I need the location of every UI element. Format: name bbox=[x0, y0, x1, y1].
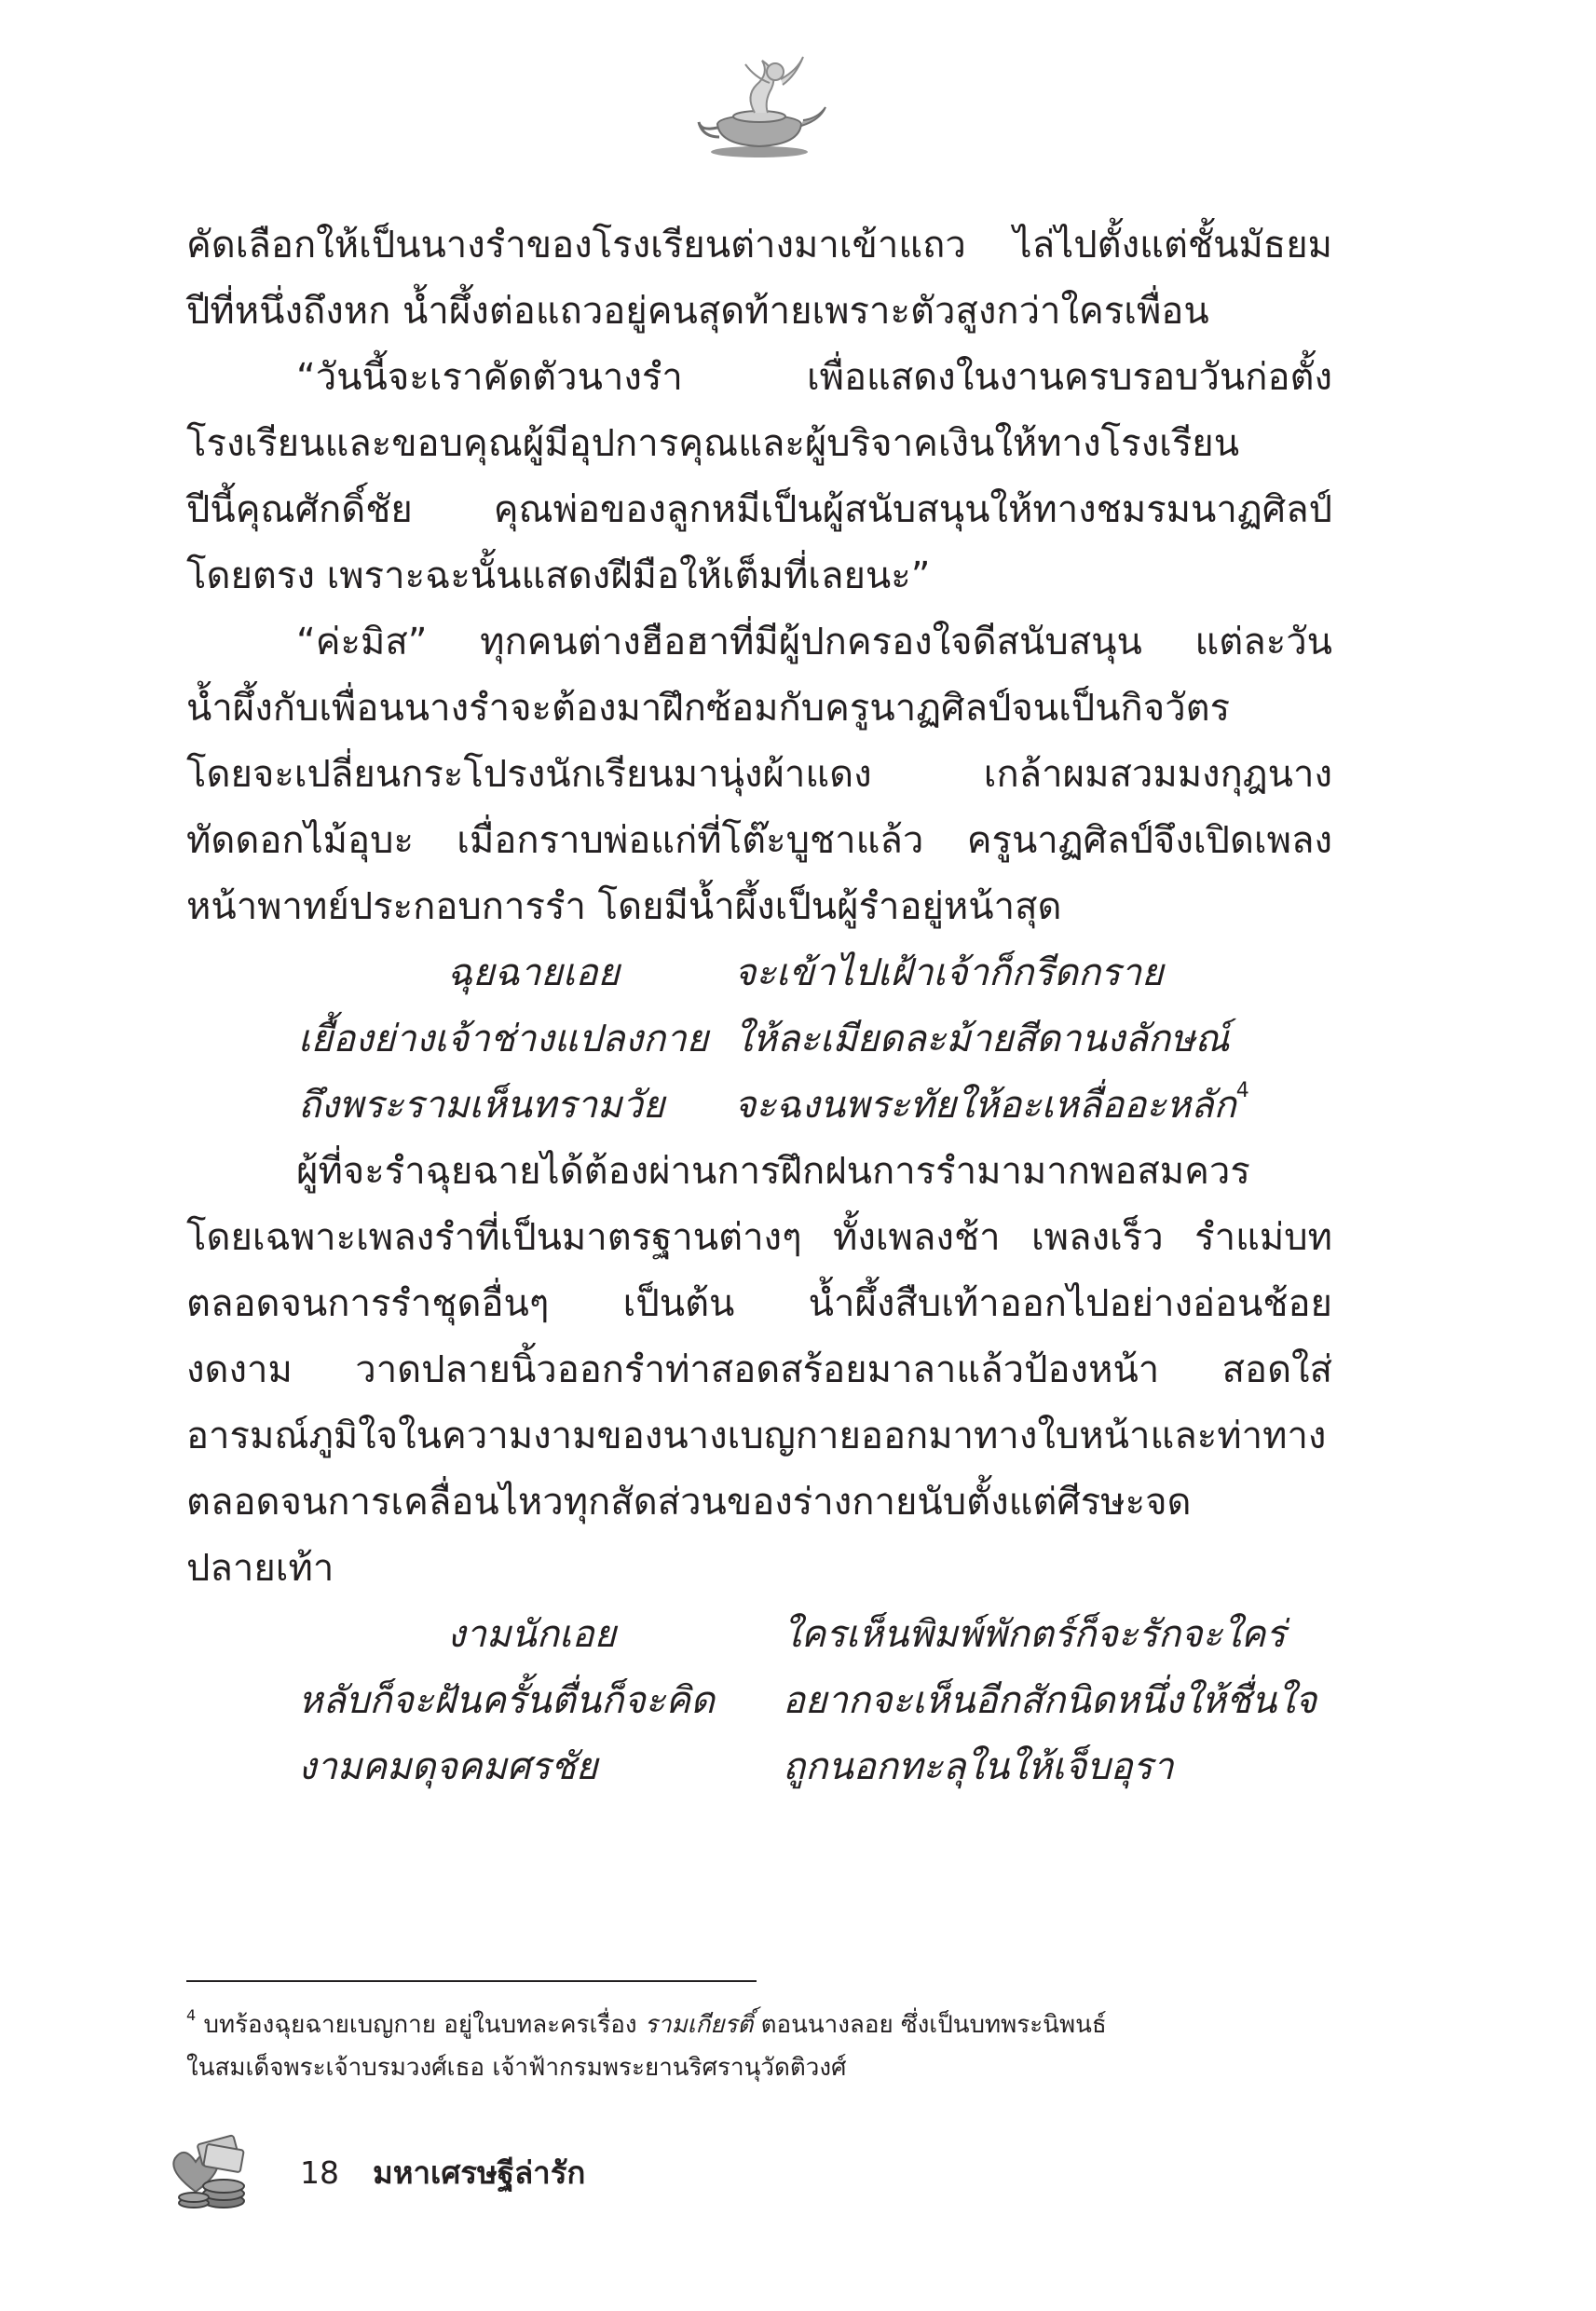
verse-left: เยื้องย่างเจ้าช่างแปลงกาย bbox=[298, 1018, 709, 1060]
verse-line bbox=[186, 1073, 1332, 1139]
text-line: ปีนี้คุณศักดิ์ชัย คุณพ่อของลูกหมีเป็นผู้สนับสนุนให้ทางชมรมนาฏศิลป์ bbox=[186, 488, 1332, 531]
text-line: ปีที่หนึ่งถึงหก น้ำผึ้งต่อแถวอยู่คนสุดท้ายเพราะตัวสูงกว่าใครเพื่อน bbox=[186, 290, 1209, 333]
footnote-book-title: รามเกียรติ์ bbox=[644, 2011, 754, 2039]
verse-right: จะเข้าไปเฝ้าเจ้าก็กรีดกราย bbox=[734, 951, 1164, 994]
text-line: หน้าพาทย์ประกอบการรำ โดยมีน้ำผึ้งเป็นผู้รำอยู่หน้าสุด bbox=[186, 885, 1062, 928]
verse-left: งามนักเอย bbox=[447, 1613, 617, 1656]
verse-left: ถึงพระรามเห็นทรามวัย bbox=[298, 1084, 665, 1127]
text-line: ตลอดจนการเคลื่อนไหวทุกสัดส่วนของร่างกายนับตั้งแต่ศีรษะจด bbox=[186, 1481, 1192, 1524]
page-number: 18 bbox=[300, 2154, 339, 2191]
verse-right: ใครเห็นพิมพ์พักตร์ก็จะรักจะใคร่ bbox=[783, 1613, 1286, 1656]
footnote-line: $^4$ บทร้องฉุยฉายเบญกาย อยู่ในบทละครเรื่อง รามเกียรติ์ ตอนนางลอย ซึ่งเป็นบทพระนิพนธ์ bbox=[186, 2006, 1107, 2039]
verse-line bbox=[186, 1006, 1332, 1073]
footnote-number: 4 bbox=[186, 2006, 197, 2024]
genie-lamp-icon bbox=[689, 51, 829, 161]
verse-right: ให้ละเมียดละม้ายสีดานงลักษณ์ bbox=[734, 1018, 1230, 1060]
verse-right: อยากจะเห็นอีกสักนิดหนึ่งให้ชื่นใจ bbox=[783, 1679, 1317, 1722]
text-line: โดยจะเปลี่ยนกระโปรงนักเรียนมานุ่งผ้าแดง เกล้าผมสวมมงกุฎนาง bbox=[186, 753, 1332, 796]
text-line: โดยตรง เพราะฉะนั้นแสดงฝีมือให้เต็มที่เลยนะ” bbox=[186, 554, 931, 597]
text-line: น้ำผึ้งกับเพื่อนนางรำจะต้องมาฝึกซ้อมกับครูนาฏศิลป์จนเป็นกิจวัตร bbox=[186, 687, 1231, 730]
verse-left: งามคมดุจคมศรชัย bbox=[298, 1745, 598, 1788]
verse-left: ฉุยฉายเอย bbox=[447, 951, 620, 994]
text-line: คัดเลือกให้เป็นนางรำของโรงเรียนต่างมาเข้าแถว ไล่ไปตั้งแต่ชั้นมัธยม bbox=[186, 224, 1332, 267]
verse-line bbox=[186, 1602, 1332, 1668]
verse-left: หลับก็จะฝันครั้นตื่นก็จะคิด bbox=[298, 1679, 715, 1722]
verse-right: จะฉงนพระทัยให้อะเหลื่ออะหลัก$^4$ bbox=[734, 1079, 1249, 1127]
body-text bbox=[186, 212, 1332, 1800]
text-line: ทัดดอกไม้อุบะ เมื่อกราบพ่อแก่ที่โต๊ะบูชาแล้ว ครูนาฏศิลป์จึงเปิดเพลง bbox=[186, 819, 1332, 862]
text-line: งดงาม วาดปลายนิ้วออกรำท่าสอดสร้อยมาลาแล้วป้องหน้า สอดใส่ bbox=[186, 1348, 1332, 1391]
footnote-ref[interactable]: 4 bbox=[1235, 1079, 1249, 1102]
text-line: ผู้ที่จะรำฉุยฉายได้ต้องผ่านการฝึกฝนการรำมามากพอสมควร bbox=[296, 1150, 1250, 1193]
verse-line bbox=[186, 1734, 1332, 1800]
text-line: ตลอดจนการรำชุดอื่นๆ เป็นต้น น้ำผึ้งสืบเท้าออกไปอย่างอ่อนช้อย bbox=[186, 1282, 1332, 1325]
text-line: โรงเรียนและขอบคุณผู้มีอุปการคุณและผู้บริจาคเงินให้ทางโรงเรียน bbox=[186, 422, 1240, 465]
text-line: “วันนี้จะเราคัดตัวนางรำ เพื่อแสดงในงานครบรอบวันก่อตั้ง bbox=[296, 356, 1332, 399]
verse-line bbox=[186, 1668, 1332, 1734]
footnote bbox=[186, 2003, 1332, 2089]
footnote-divider bbox=[186, 1980, 757, 1982]
text-line: โดยเฉพาะเพลงรำที่เป็นมาตรฐานต่างๆ ทั้งเพลงช้า เพลงเร็ว รำแม่บท bbox=[186, 1216, 1332, 1259]
footnote-line: ในสมเด็จพระเจ้าบรมวงศ์เธอ เจ้าฟ้ากรมพระยานริศรานุวัดติวงศ์ bbox=[186, 2054, 847, 2082]
text-line: “ค่ะมิส” ทุกคนต่างฮือฮาที่มีผู้ปกครองใจดีสนับสนุน แต่ละวัน bbox=[296, 621, 1332, 663]
verse-right: ถูกนอกทะลุในให้เจ็บอุรา bbox=[783, 1745, 1174, 1788]
verse-line bbox=[186, 940, 1332, 1006]
text-line: ปลายเท้า bbox=[186, 1547, 334, 1590]
money-heart-icon bbox=[168, 2134, 256, 2213]
text-line: อารมณ์ภูมิใจในความงามของนางเบญกายออกมาทางใบหน้าและท่าทาง bbox=[186, 1415, 1327, 1457]
running-title: มหาเศรษฐีล่ารัก bbox=[373, 2154, 586, 2191]
